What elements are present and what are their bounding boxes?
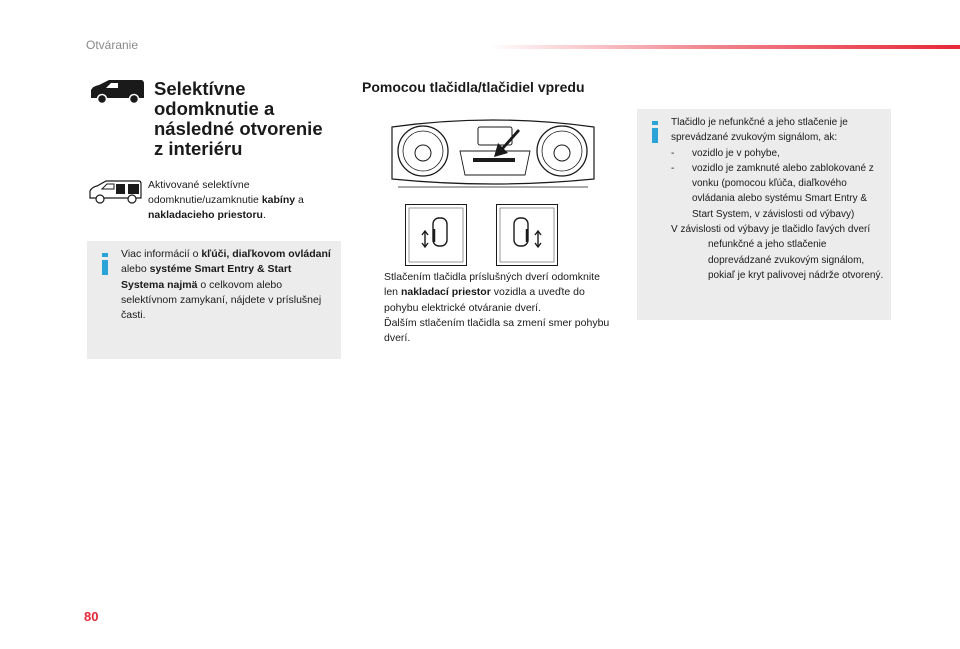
header-accent-bar [488, 45, 960, 49]
activated-note: Aktivované selektívne odomknutie/uzamknutie kabíny a nakladacieho priestoru. [148, 179, 304, 221]
page-number: 80 [84, 609, 99, 624]
info-icon [648, 121, 662, 143]
dashboard-illustration [390, 117, 596, 197]
left-door-button-icon [405, 204, 467, 266]
van-icon [87, 76, 147, 106]
info-box-right [637, 109, 891, 320]
info-left-text: Viac informácií o kľúči, diaľkovom ovládaní alebo systéme Smart Entry & Start Systema najmä o celkovom alebo selektívnom zamykaní, nájdete v príslušnej časti. [121, 248, 331, 322]
info-icon [98, 253, 112, 275]
step-1: Stlačením tlačidla príslušných dverí odomknite len nakladací priestor vozidla a uveďte do pohybu elektrické otváranie dverí. [384, 271, 600, 314]
section-title: Otváranie [86, 38, 139, 52]
info-intro: Tlačidlo je nefunkčné a jeho stlačenie je sprevádzané zvukovým signálom, ak: [671, 117, 848, 144]
section-heading-selective: Selektívne odomknutie a následné otvorenie z interiéru [154, 78, 323, 159]
van-outline-icon [87, 176, 143, 206]
right-door-button-icon [496, 204, 558, 266]
info-item: - vozidlo je zamknuté alebo zablokované z vonku (pomocou kľúča, diaľkového ovládania alebo systému Smart Entry & Start System, v závislosti od výbavy) [671, 162, 874, 220]
info-right-text [671, 115, 887, 283]
info-box-left [87, 241, 341, 359]
step-2: Ďalším stlačením tlačidla sa zmení smer pohybu dverí. [384, 316, 610, 345]
section-heading-front-buttons: Pomocou tlačidla/tlačidiel vpredu [362, 79, 585, 95]
info-outro: V závislosti od výbavy je tlačidlo ľavých dverí nefunkčné a jeho stlačenie doprevádzané zvukovým signálom, pokiaľ je kryt palivovej nádrže otvorený. [671, 224, 884, 281]
info-item: - vozidlo je v pohybe, [671, 147, 780, 159]
steps-list [362, 270, 612, 346]
